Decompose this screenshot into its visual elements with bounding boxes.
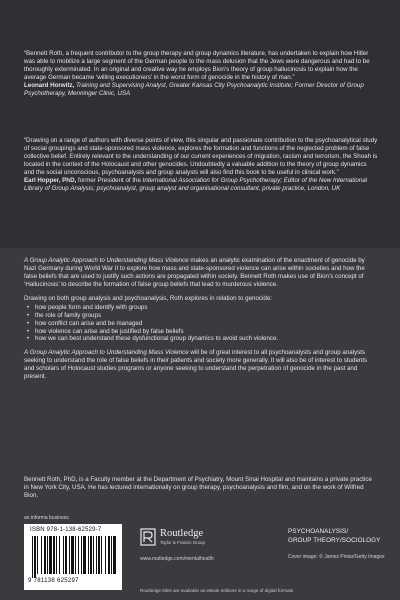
barcode-digits: 9 781138 625297: [28, 578, 79, 584]
ebook-note: Routledge titles are available as eBook editions in a range of digital formats: [140, 588, 294, 593]
subject-category: [288, 528, 380, 545]
review-quote: “Drawing on a range of authors with diverse points of view, this singular and passionate contribution to the psychoanalytical study of social groupings and state-sponsored mass violence, explores the formation and functions of the neglected problem of false collective belief. Entirely relevant to the understanding of our current experiences of migration, racism and terrorism, the Shoah is located in the context of the Holocaust and other genocides. Undoubtedly a valuable addition to the theory of group dynamics and the social unconscious, psychoanalysts and group analysts will also find this book to be useful in clinical work.”: [24, 137, 378, 176]
review-quote: “Bennett Roth, a frequent contributor to the group therapy and group dynamics literature, has undertaken to explain how Hitler was able to mobilize a large segment of the German people to the mass delusion that the Jews were dangerous and had to be thoroughly exterminated. In an original and creative way he employs Bion’s theory of group hallucinosis to explain how the average German became ‘willing executioners’ in the worst form of genocide in the history of man.”: [24, 50, 370, 81]
subject-line-2: GROUP THEORY/SOCIOLOGY: [288, 536, 381, 544]
reviewer-name: Leonard Horwitz,: [24, 81, 75, 89]
author-bio: [24, 476, 378, 500]
publisher-url: www.routledge.com/mentalhealth: [140, 556, 214, 562]
reviewer-role: International Association for Group Psychotherapy; Editor of the New International Library of Group Analysis; psychoanalyst, group analyst and organisational consultant, private practice, London, UK: [24, 176, 368, 192]
routledge-mark-icon: [140, 528, 156, 546]
publisher-group: Taylor & Francis Group: [160, 540, 205, 545]
cover-credit: Cover image: © James Pintar/Getty Images: [288, 554, 385, 560]
list-item: • how people form and identify with groups: [31, 304, 378, 312]
list-item: • the role of family groups: [31, 312, 378, 320]
reviewer-role-plain: former President of the: [78, 176, 141, 184]
author-bio-text: Bennett Roth, PhD, is a Faculty member at the Department of Psychiatry, Mount Sinai Hospital and maintains a private practice in New York City, USA. He has lectured internationally on group therapy, psychoanalysis and film, and on the work of Wilfred Bion.: [24, 476, 372, 499]
list-item: • how violence can arise and be justified by false beliefs: [31, 328, 378, 336]
reviewer-role: Training and Supervising Analyst, Greater Kansas City Psychoanalytic Institute; Former Director of Group Psychotherapy, Menninger Clinic, USA: [24, 81, 364, 97]
description-paragraph-3: [24, 349, 378, 381]
book-title: A Group Analytic Approach to Understanding Mass Violence: [24, 257, 189, 264]
description-text: makes an analytic examination of the enactment of genocide by Nazi Germany during World War II to explore how mass and state-sponsored violence can arise within societies and how the false beliefs that are used to justify such actions are propagated within society. Bennett Roth makes use of Bion’s concept of ‘Hallucinosis’ to describe the formation of false group beliefs that lead to murderous violence.: [24, 257, 365, 288]
book-description: [24, 257, 378, 387]
book-title: A Group Analytic Approach to Understanding Mass Violence: [24, 349, 189, 357]
subject-line-1: PSYCHOANALYSIS/: [288, 528, 349, 535]
topic-list: [24, 304, 378, 344]
informa-tagline: an informa business: [24, 515, 69, 521]
description-paragraph-2: Drawing on both group analysis and psychoanalysis, Roth explores in relation to genocide:: [24, 294, 272, 302]
description-text: will be of great interest to all psychoanalysts and group analysts seeking to understand the role of false beliefs in their patients and society more generally. It will also be of interest to students and scholars of Holocaust studies programs or anyone seeking to understand the perpetration of genocide in the past and present.: [24, 349, 368, 381]
barcode-icon: [30, 536, 116, 578]
review-horwitz: [24, 50, 378, 98]
reviews-panel: [0, 0, 400, 248]
review-hopper: [24, 137, 378, 193]
review-attribution: [24, 177, 378, 193]
publisher-name: Routledge: [160, 528, 204, 539]
barcode-panel: [24, 524, 122, 590]
cover-footer: [0, 504, 400, 600]
review-attribution: [24, 82, 378, 98]
description-paragraph-1: [24, 257, 378, 289]
isbn-label: ISBN 978-1-138-62529-7: [30, 527, 102, 533]
list-item: • how conflict can arise and be managed: [31, 320, 378, 328]
reviewer-name: Earl Hopper, PhD,: [24, 176, 77, 184]
list-item: • how we can best understand these dysfunctional group dynamics to avoid such violence.: [31, 335, 378, 343]
